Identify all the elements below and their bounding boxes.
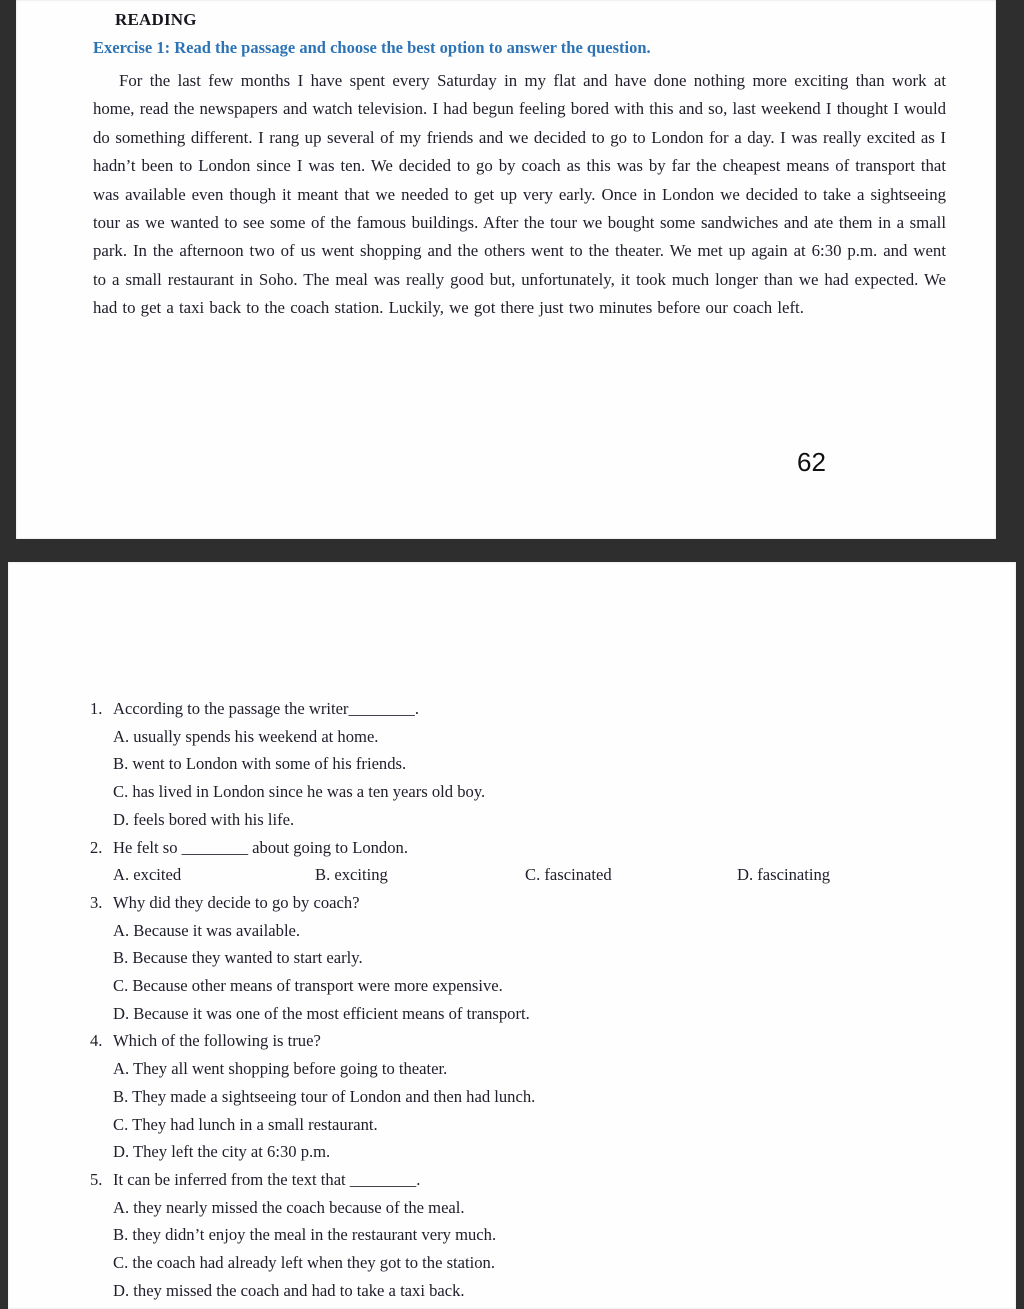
question-option: A. excited bbox=[113, 865, 182, 885]
question-number: 3. bbox=[90, 892, 103, 912]
question-option: A. They all went shopping before going to theater. bbox=[113, 1059, 448, 1079]
question-option: B. Because they wanted to start early. bbox=[113, 948, 363, 968]
question-text: Which of the following is true? bbox=[113, 1031, 321, 1051]
question-number: 2. bbox=[90, 837, 103, 857]
question-option: D. They left the city at 6:30 p.m. bbox=[113, 1142, 331, 1162]
question-option: C. fascinated bbox=[525, 865, 612, 885]
question-option: C. has lived in London since he was a ten years old boy. bbox=[113, 782, 486, 802]
question-option: C. Because other means of transport were more expensive. bbox=[113, 976, 503, 996]
question-option: B. went to London with some of his friends. bbox=[113, 754, 407, 774]
question-option: C. They had lunch in a small restaurant. bbox=[113, 1114, 378, 1134]
exercise-title: Exercise 1: Read the passage and choose the best option to answer the question. bbox=[93, 38, 651, 57]
reading-heading: READING bbox=[115, 10, 197, 29]
question-number: 4. bbox=[90, 1031, 103, 1051]
question-3 bbox=[90, 889, 976, 1028]
question-text: According to the passage the writer________. bbox=[113, 699, 419, 718]
question-option: D. feels bored with his life. bbox=[113, 809, 295, 829]
question-text: He felt so ________ about going to London. bbox=[113, 837, 408, 857]
questions-list bbox=[8, 562, 1016, 1304]
question-4 bbox=[90, 1027, 976, 1166]
question-option: A. Because it was available. bbox=[113, 920, 301, 940]
question-option: D. fascinating bbox=[737, 865, 831, 885]
page-number: 62 bbox=[797, 447, 826, 477]
question-1 bbox=[90, 695, 976, 834]
document-page-top bbox=[16, 0, 996, 539]
question-options-row bbox=[113, 861, 976, 889]
question-2 bbox=[90, 834, 976, 889]
question-option: B. they didn’t enjoy the meal in the restaurant very much. bbox=[113, 1225, 497, 1245]
question-option: A. they nearly missed the coach because of the meal. bbox=[113, 1197, 465, 1217]
question-5 bbox=[90, 1166, 976, 1305]
document-page-bottom bbox=[8, 562, 1016, 1309]
question-number: 1. bbox=[90, 699, 103, 718]
question-option: D. Because it was one of the most efficient means of transport. bbox=[113, 1003, 530, 1023]
question-text: It can be inferred from the text that ________. bbox=[113, 1169, 421, 1189]
question-option: B. exciting bbox=[315, 865, 388, 885]
question-option: A. usually spends his weekend at home. bbox=[113, 726, 379, 746]
question-number: 5. bbox=[90, 1169, 103, 1189]
question-option: C. the coach had already left when they got to the station. bbox=[113, 1253, 495, 1273]
question-text: Why did they decide to go by coach? bbox=[113, 892, 360, 912]
reading-passage: For the last few months I have spent every Saturday in my flat and have done nothing more exciting than work at home, read the newspapers and watch television. I had begun feeling bored with this and so, last weekend I thought I would do something different. I rang up several of my friends and we decided to go to London for a day. I was really excited as I hadn’t been to London since I was ten. We decided to go by coach as this was by far the cheapest means of transport that was available even though it meant that we needed to get up very early. Once in London we decided to take a sightseeing tour as we wanted to see some of the famous buildings. After the tour we bought some sandwiches and ate them in a small park. In the afternoon two of us went shopping and the others went to the theater. We met up again at 6:30 p.m. and went to a small restaurant in Soho. The meal was really good but, unfortunately, it took much longer than we had expected. We had to get a taxi back to the coach station. Luckily, we got there just two minutes before our coach left. bbox=[93, 71, 946, 318]
question-option: B. They made a sightseeing tour of London and then had lunch. bbox=[113, 1086, 536, 1106]
question-option: D. they missed the coach and had to take a taxi back. bbox=[113, 1280, 465, 1300]
